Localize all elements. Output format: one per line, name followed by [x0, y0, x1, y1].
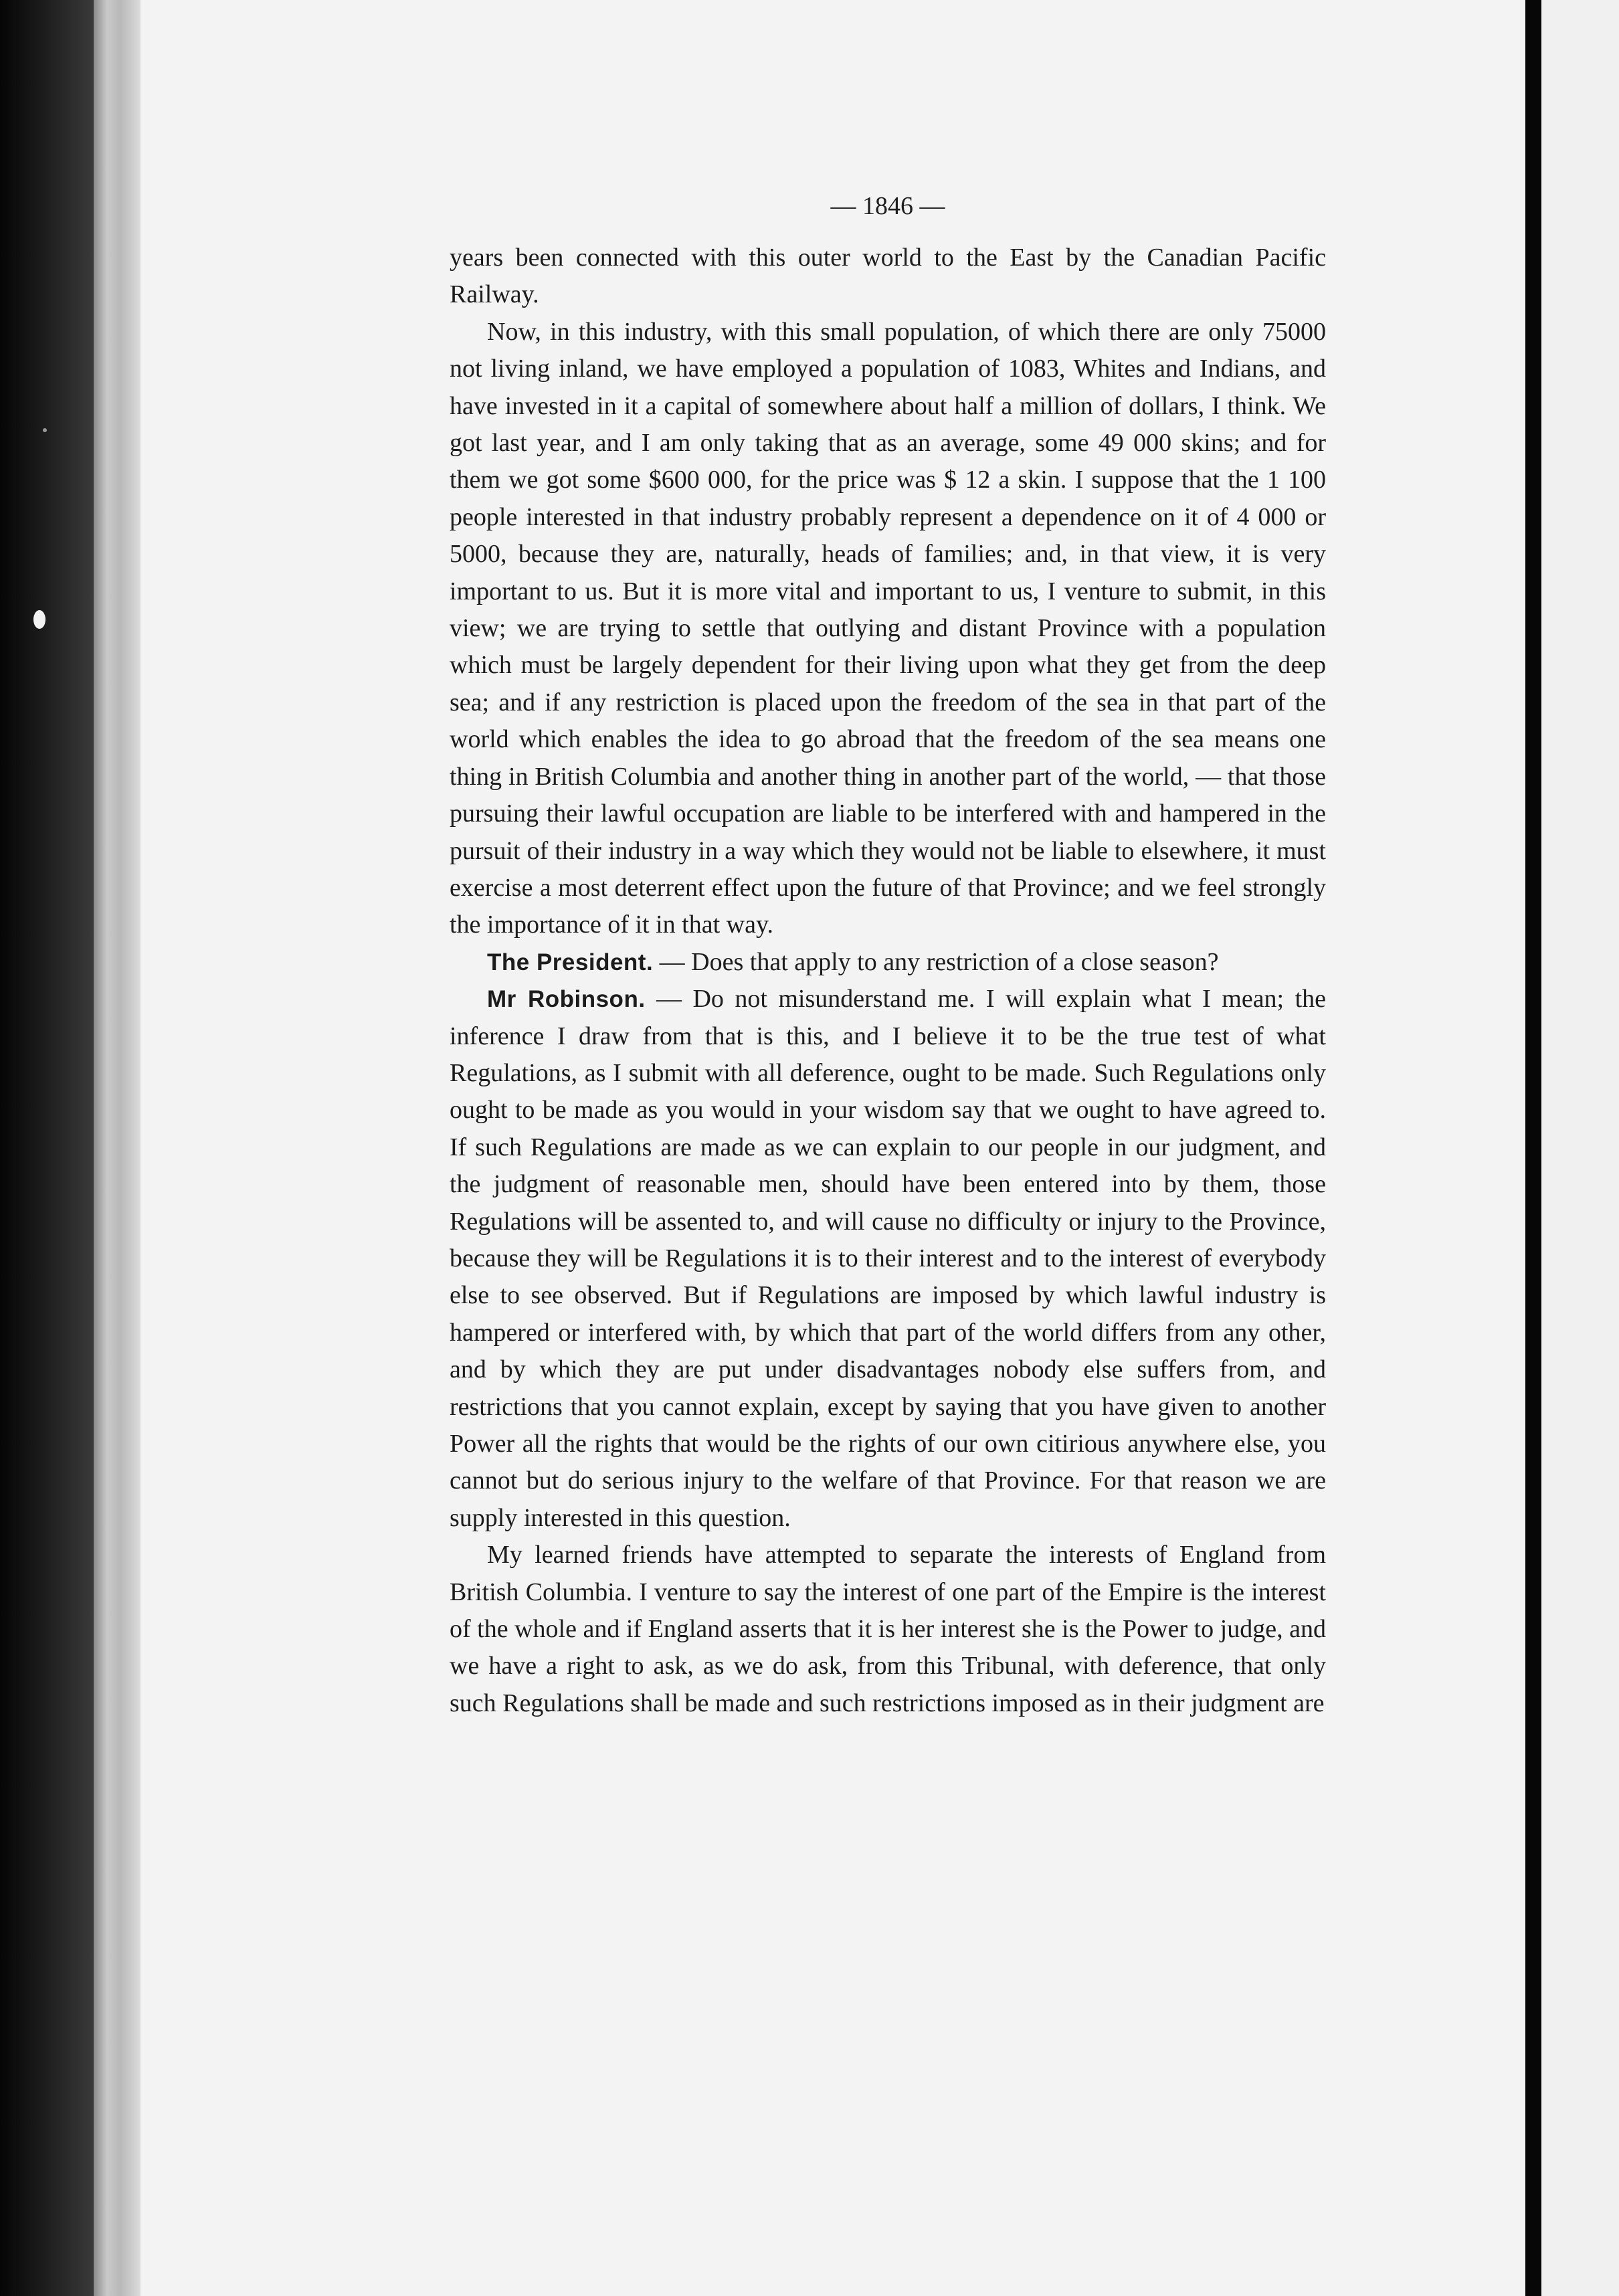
paragraph: years been connected with this outer world to the East by the Canadian Pacific Railway. [450, 244, 1326, 309]
speech-text: — Does that apply to any restriction of a close season? [653, 947, 1219, 976]
book-gutter [1525, 0, 1541, 2296]
book-page-edge [94, 0, 140, 2296]
scan-speck [43, 428, 47, 432]
scanner-dark-margin [0, 0, 94, 2296]
dialogue-paragraph [450, 981, 1326, 1537]
paragraph: My learned friends have attempted to separate the interests of England from British Columbia. I venture to say the interest of one part of the Empire is the interest of the whole and if England asserts that it is her interest she is the Power to judge, and we have a right to ask, as we do ask, from this Tribunal, with deference, that only such Regulations shall be made and such restrictions imposed as in their judgment are [450, 1541, 1326, 1717]
dialogue-paragraph [450, 944, 1326, 981]
speaker-name: The President. [487, 949, 654, 975]
page-number: — 1846 — [830, 192, 945, 220]
speech-text: — Do not misunderstand me. I will explain what I mean; the inference I draw from that is this, and I believe it to be the true test of what Regulations, as I submit with all deference, ought to be made. Such Regulations only ought to be made as you would in your wisdom say that we ought to have agreed to. If such Regulations are made as we can explain to our people in our judgment, and the judgment of reasonable men, should have been entered into by them, those Regulations will be assented to, and will cause no difficulty or injury to the Province, because they will be Regulations it is to their interest and to the interest of everybody else to see observed. But if Regulations are imposed by which lawful industry is hampered or interfered with, by which that part of the world differs from any other, and by which they are put under disadvantages nobody else suffers from, and restrictions that you cannot explain, except by saying that you have given to another Power all the rights that would be the rights of our own citirious anywhere else, you cannot but do serious injury to the welfare of that Province. For that reason we are supply interested in this question. [450, 985, 1326, 1532]
scan-speck [33, 610, 45, 629]
speaker-name: Mr Robinson. [487, 986, 646, 1013]
adjacent-page-edge [1541, 0, 1619, 2296]
paragraph: Now, in this industry, with this small population, of which there are only 75000 not living inland, we have employed a population of 1083, Whites and Indians, and have invested in it a capital of somewhere about half a million of dollars, I think. We got last year, and I am only taking that as an average, some 49 000 skins; and for them we got some $600 000, for the price was $ 12 a skin. I suppose that the 1 100 people interested in that industry probably represent a dependence on it of 4 000 or 5000, because they are, naturally, heads of families; and, in that view, it is very important to us. But it is more vital and important to us, I venture to submit, in this view; we are trying to settle that outlying and distant Province with a population which must be largely dependent for their living upon what they get from the deep sea; and if any restriction is placed upon the freedom of the sea in that part of the world which enables the idea to go abroad that the freedom of the sea means one thing in British Columbia and another thing in another part of the world, — that those pursuing their lawful occupation are liable to be interfered with and hampered in the pursuit of their industry in a way which they would not be liable to elsewhere, it must exercise a most deterrent effect upon the future of that Province; and we feel strongly the importance of it in that way. [450, 317, 1326, 939]
body-text [450, 240, 1326, 1722]
